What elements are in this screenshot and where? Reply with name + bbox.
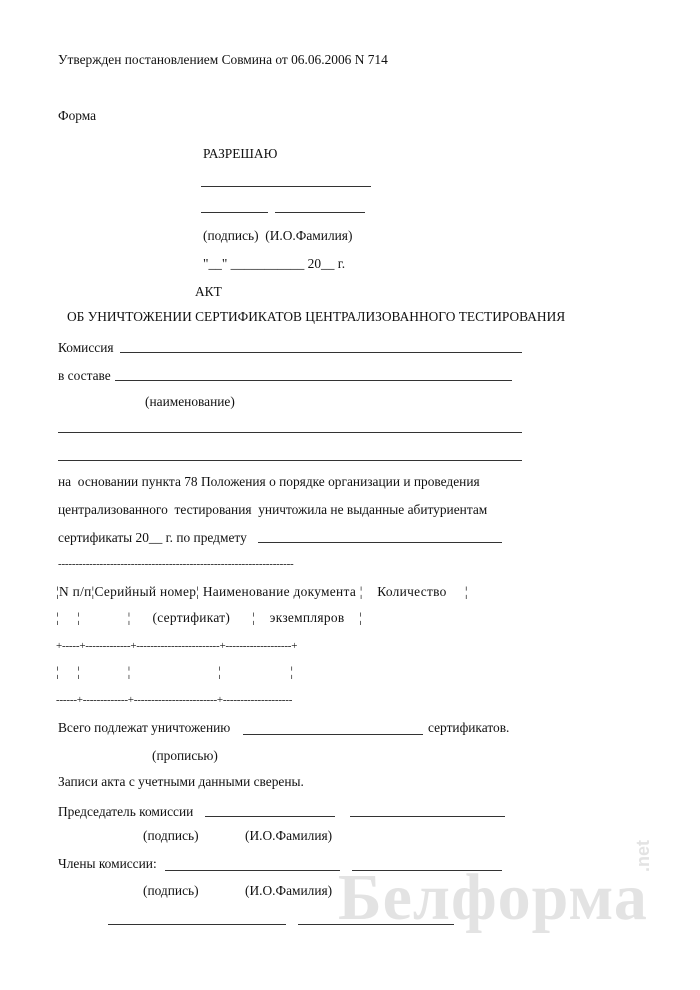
table-header-row-1: ¦N п/п¦Серийный номер¦ Наименование документа ¦ Количество ¦ [56, 584, 468, 599]
commission-label: Комиссия [58, 340, 114, 355]
table-top-rule: -------------------------------------------------------------------- [58, 558, 294, 570]
member-signature-caption: (подпись) [143, 883, 199, 898]
basis-line-1: на основании пункта 78 Положения о порядке организации и проведения [58, 474, 480, 489]
member-signature-line-2 [108, 924, 286, 925]
chair-signature-line [205, 816, 335, 817]
composition-line-2 [58, 432, 522, 433]
basis-line-2: централизованного тестирования уничтожила не выданные абитуриентам [58, 502, 488, 517]
chair-signature-caption: (подпись) [143, 828, 199, 843]
basis-line-3: сертификаты 20__ г. по предмету [58, 530, 247, 545]
subject-line [258, 542, 502, 543]
member-signature-line [165, 870, 340, 871]
approver-name-line [275, 212, 365, 213]
watermark-logo: Белформа [338, 861, 648, 934]
table-separator: +-----+-------------+------------------------+-------------------+ [56, 640, 298, 652]
composition-label: в составе [58, 368, 111, 383]
table-header-row-2: ¦ ¦ ¦ (сертификат) ¦ экземпляров ¦ [56, 610, 363, 625]
chair-name-caption: (И.О.Фамилия) [245, 828, 333, 843]
approver-signature-line [201, 212, 268, 213]
records-verified: Записи акта с учетными данными сверены. [58, 774, 304, 789]
chair-name-line [350, 816, 505, 817]
form-label: Форма [58, 108, 97, 123]
total-label: Всего подлежат уничтожению [58, 720, 231, 735]
act-subtitle: ОБ УНИЧТОЖЕНИИ СЕРТИФИКАТОВ ЦЕНТРАЛИЗОВАННОГО ТЕСТИРОВАНИЯ [67, 309, 566, 324]
name-caption: (наименование) [145, 394, 235, 409]
table-bottom-rule: ------+-------------+------------------------+-------------------- [56, 694, 293, 706]
commission-line [120, 352, 522, 353]
member-name-caption: (И.О.Фамилия) [245, 883, 333, 898]
members-label: Члены комиссии: [58, 856, 157, 871]
approval-title: РАЗРЕШАЮ [203, 146, 278, 161]
total-suffix: сертификатов. [428, 720, 510, 735]
total-amount-line [243, 734, 423, 735]
approval-reference: Утвержден постановлением Совмина от 06.06.2006 N 714 [58, 52, 388, 67]
composition-line-3 [58, 460, 522, 461]
approval-signature-caption: (подпись) (И.О.Фамилия) [203, 228, 353, 243]
approver-position-line [201, 186, 371, 187]
composition-line [115, 380, 512, 381]
total-caption: (прописью) [152, 748, 218, 763]
act-title: АКТ [195, 284, 222, 299]
approval-date-line: "__" ___________ 20__ г. [203, 256, 346, 271]
chair-label: Председатель комиссии [58, 804, 194, 819]
watermark-suffix: .net [633, 839, 653, 872]
table-row: ¦ ¦ ¦ ¦ ¦ [56, 664, 294, 679]
